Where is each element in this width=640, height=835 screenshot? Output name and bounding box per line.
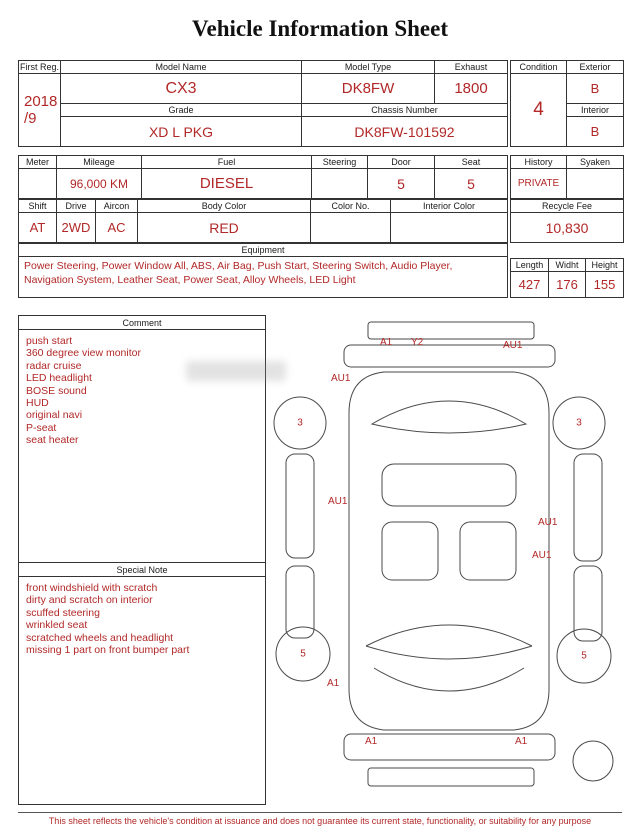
comment-body <box>19 330 265 452</box>
exhaust-value: 1800 <box>435 74 508 104</box>
tire-tread-label: 3 <box>297 417 303 429</box>
door-value: 5 <box>368 169 435 199</box>
comment-line: HUD <box>26 397 49 410</box>
comment-line: radar cruise <box>26 359 82 372</box>
hood-line <box>374 668 524 691</box>
chassis-number-label: Chassis Number <box>302 104 508 117</box>
body-color-label: Body Color <box>138 200 311 213</box>
syaken-value <box>567 169 624 199</box>
specs1-header-row <box>19 156 508 169</box>
comment-line: seat heater <box>26 434 79 447</box>
damage-mark: A1 <box>327 678 340 689</box>
model-type-value: DK8FW <box>302 74 435 104</box>
comment-line: 360 degree view monitor <box>26 347 141 360</box>
damage-mark: AU1 <box>503 340 523 351</box>
comment-line: BOSE sound <box>26 384 87 397</box>
grade-value: XD L PKG <box>61 117 302 147</box>
height-label: Height <box>586 259 624 272</box>
damage-mark: AU1 <box>538 517 558 528</box>
drive-value: 2WD <box>57 213 96 243</box>
meter-label: Meter <box>19 156 57 169</box>
recycle-fee-value: 10,830 <box>511 213 624 243</box>
special-note-line: scratched wheels and headlight <box>26 631 174 644</box>
equipment-value-row <box>19 257 508 298</box>
specs2-header-row <box>19 200 508 213</box>
first-reg-month: /9 <box>24 110 37 127</box>
color-no-value <box>311 213 391 243</box>
condition-value-row <box>511 74 624 104</box>
model-type-label: Model Type <box>302 61 435 74</box>
dimensions-header-row <box>511 259 624 272</box>
special-note-box <box>18 562 266 805</box>
comment-box <box>18 315 266 563</box>
history-header-row <box>511 156 624 169</box>
windshield-top <box>366 625 532 646</box>
condition-table <box>510 60 624 147</box>
body-color-value: RED <box>138 213 311 243</box>
dimensions-value-row <box>511 272 624 298</box>
interior-value: B <box>567 117 624 147</box>
equipment-label: Equipment <box>19 244 508 257</box>
damage-mark: A1 <box>380 337 393 348</box>
equipment-table <box>18 243 508 298</box>
interior-color-value <box>391 213 508 243</box>
exterior-label: Exterior <box>567 61 624 74</box>
front-seat-right <box>460 522 516 580</box>
width-label: Widht <box>549 259 586 272</box>
tire-tread-label: 3 <box>576 417 582 429</box>
comment-line: P-seat <box>26 421 57 434</box>
syaken-label: Syaken <box>567 156 624 169</box>
condition-header-row <box>511 61 624 74</box>
rear-hatch-panel <box>368 322 534 339</box>
recycle-fee-table <box>510 199 624 243</box>
exhaust-label: Exhaust <box>435 61 508 74</box>
special-note-line: scuffed steering <box>26 606 100 619</box>
history-value-row <box>511 169 624 199</box>
special-note-line: missing 1 part on front bumper part <box>26 644 190 657</box>
first-reg-year: 2018 <box>24 93 58 110</box>
first-reg-label: First Reg. <box>20 62 60 72</box>
side-panel-left-upper <box>286 454 314 558</box>
specs1-value-row <box>19 169 508 199</box>
special-note-body <box>19 577 265 661</box>
page-title: Vehicle Information Sheet <box>192 16 448 41</box>
first-reg-value <box>19 74 61 147</box>
damage-mark: AU1 <box>331 373 351 384</box>
aircon-value: AC <box>96 213 138 243</box>
specs-table-2 <box>18 199 508 243</box>
steering-label: Steering <box>312 156 368 169</box>
tire-tread-label: 5 <box>581 650 587 662</box>
fuel-label: Fuel <box>142 156 312 169</box>
footer-divider <box>18 812 622 813</box>
rear-window <box>372 401 526 433</box>
specs-table-1 <box>18 155 508 199</box>
meter-value <box>19 169 57 199</box>
tire-tread-label: 5 <box>300 648 306 660</box>
grade-value-row <box>19 117 508 147</box>
special-note-line: wrinkled seat <box>26 619 88 632</box>
condition-value: 4 <box>511 74 567 147</box>
registration-value-row <box>19 74 508 104</box>
length-label: Length <box>511 259 549 272</box>
registration-table <box>18 60 508 147</box>
recycle-fee-label: Recycle Fee <box>511 200 624 213</box>
rear-bumper <box>344 345 555 367</box>
color-no-label: Color No. <box>311 200 391 213</box>
shift-value: AT <box>19 213 57 243</box>
side-panel-right-upper <box>574 454 602 561</box>
length-value: 427 <box>511 272 549 298</box>
height-value: 155 <box>586 272 624 298</box>
interior-color-label: Interior Color <box>391 200 508 213</box>
recycle-fee-header-row <box>511 200 624 213</box>
exterior-value: B <box>567 74 624 104</box>
shift-label: Shift <box>19 200 57 213</box>
damage-mark: A1 <box>515 736 528 747</box>
width-value: 176 <box>549 272 586 298</box>
dimensions-table <box>510 258 624 298</box>
comment-line: push start <box>26 335 73 347</box>
mileage-value: 96,000 KM <box>57 169 142 199</box>
damage-mark: A1 <box>365 736 378 747</box>
special-note-line: dirty and scratch on interior <box>26 594 153 607</box>
special-note-header: Special Note <box>19 563 265 577</box>
comment-line: original navi <box>26 409 83 422</box>
drive-label: Drive <box>57 200 96 213</box>
comment-header: Comment <box>19 316 265 330</box>
recycle-fee-value-row <box>511 213 624 243</box>
history-value: PRIVATE <box>511 169 567 199</box>
specs2-value-row <box>19 213 508 243</box>
chassis-number-value: DK8FW-101592 <box>302 117 508 147</box>
damage-mark: AU1 <box>532 550 552 561</box>
door-label: Door <box>368 156 435 169</box>
windshield-bottom <box>366 646 532 659</box>
history-label: History <box>511 156 567 169</box>
aircon-label: Aircon <box>96 200 138 213</box>
car-damage-diagram <box>270 316 628 806</box>
special-note-line: front windshield with scratch <box>26 582 158 594</box>
condition-label: Condition <box>511 61 567 74</box>
fuel-value: DIESEL <box>142 169 312 199</box>
spare-tire <box>573 741 613 781</box>
front-seat-left <box>382 522 438 580</box>
comment-line: LED headlight <box>26 372 92 385</box>
mileage-label: Mileage <box>57 156 142 169</box>
grade-header-row <box>19 104 508 117</box>
grade-label: Grade <box>61 104 302 117</box>
model-name-value: CX3 <box>61 74 302 104</box>
damage-mark: Y2 <box>411 337 424 348</box>
registration-header-row <box>19 61 508 74</box>
seat-label: Seat <box>435 156 508 169</box>
model-name-label: Model Name <box>61 61 302 74</box>
steering-value <box>312 169 368 199</box>
rear-seat <box>382 464 516 506</box>
equipment-header-row <box>19 244 508 257</box>
seat-value: 5 <box>435 169 508 199</box>
car-top-view <box>270 316 628 806</box>
history-table <box>510 155 624 199</box>
damage-mark: AU1 <box>328 496 348 507</box>
interior-label: Interior <box>567 104 624 117</box>
disclaimer-text: This sheet reflects the vehicle's condition at issuance and does not guarantee its current state, functionality, or suitability for any purpose <box>48 816 592 826</box>
front-grille-panel <box>368 768 534 786</box>
equipment-value: Power Steering, Power Window All, ABS, Air Bag, Push Start, Steering Switch, Audio Player, Navigation System, Leather Seat, Power Seat, Alloy Wheels, LED Light <box>19 257 508 298</box>
